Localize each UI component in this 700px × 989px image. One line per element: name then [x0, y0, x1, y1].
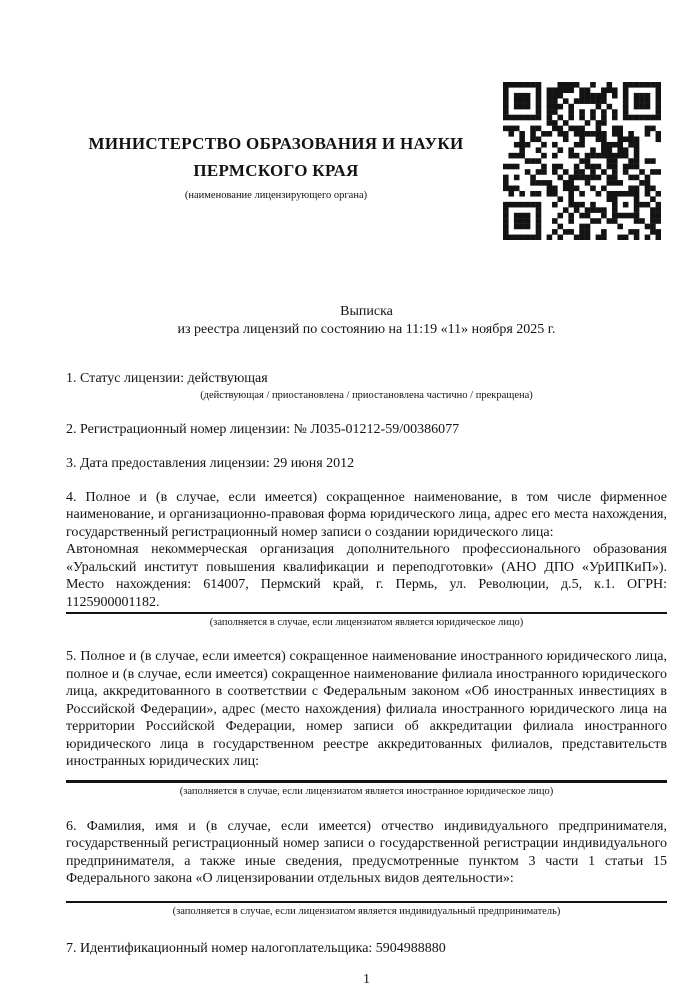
individual-entrepreneur-blank-field — [66, 888, 667, 903]
license-status-text: 1. Статус лицензии: действующая — [66, 371, 268, 386]
legal-entity-value: Автономная некоммерческая организация дополнительного профессионального образования «Уральский институт повышения квалификации и переподготовки» (АНО ДПО «УрИПКиП»). Место нахождения: 614007, Пермский край, г. Пермь, ул. Революции, д.5, к.1. ОГРН: 1125900001182. — [66, 541, 667, 614]
page-number: 1 — [363, 972, 370, 987]
authority-caption: (наименование лицензирующего органа) — [184, 190, 368, 201]
authority-name-line2: ПЕРМСКОГО КРАЯ — [193, 161, 359, 180]
item-individual-entrepreneur — [66, 818, 667, 918]
taxpayer-number-text: 7. Идентификационный номер налогоплательщика: 5904988880 — [66, 940, 446, 956]
registration-number-text: 2. Регистрационный номер лицензии: № Л035-01212-59/00386077 — [66, 421, 460, 437]
license-date-text: 3. Дата предоставления лицензии: 29 июня 2012 — [66, 456, 355, 471]
document-body — [66, 370, 667, 989]
title-line2: из реестра лицензий по состоянию на 11:19 «11» ноября 2025 г. — [177, 322, 556, 337]
authority-name-line1: МИНИСТЕРСТВО ОБРАЗОВАНИЯ И НАУКИ — [88, 134, 464, 153]
legal-entity-note: (заполняется в случае, если лицензиатом является юридическое лицо) — [209, 617, 524, 628]
individual-entrepreneur-note: (заполняется в случае, если лицензиатом является индивидуальный предприниматель) — [172, 905, 561, 917]
document-title — [66, 303, 667, 339]
item-registration-number — [66, 421, 667, 439]
item-taxpayer-number — [66, 940, 667, 958]
individual-entrepreneur-question: 6. Фамилия, имя и (в случае, если имеется) отчество индивидуального предпринимателя, государственный регистрационный номер записи о государственной регистрации индивидуального предпринимателя, а также иные сведения, предусмотренные пунктом 3 части 1 статьи 15 Федерального закона «О лицензировании отдельных видов деятельности»: — [66, 818, 667, 886]
licensing-authority-block — [66, 130, 486, 202]
foreign-entity-question: 5. Полное и (в случае, если имеется) сокращенное наименование иностранного юридического лица, полное и (в случае, если имеется) сокращенное наименование филиала иностранного юридического лица, аккредитованного в соответствии с Федеральным законом «Об иностранных инвестициях в Российской Федерации», адрес (место нахождения) филиала иностранного юридического лица на территории Российской Федерации, номер записи об аккредитации филиала иностранного юридического лица в государственном реестре аккредитованных филиалов, представительств иностранных юридических лиц: — [66, 649, 667, 769]
qr-code-icon — [503, 82, 661, 240]
item-license-status — [66, 370, 667, 402]
legal-entity-question: 4. Полное и (в случае, если имеется) сокращенное наименование, в том числе фирменное наименование, и организационно-правовая форма юридического лица, адрес его места нахождения, государственный регистрационный номер записи о создании юридического лица: — [66, 489, 667, 540]
foreign-entity-blank-field — [66, 771, 667, 783]
title-line1: Выписка — [340, 304, 393, 319]
item-legal-entity — [66, 489, 667, 630]
item-foreign-entity — [66, 648, 667, 798]
item-license-date — [66, 455, 667, 473]
license-status-note: (действующая / приостановлена / приостановлена частично / прекращена) — [200, 389, 533, 401]
foreign-entity-note: (заполняется в случае, если лицензиатом является иностранное юридическое лицо) — [179, 785, 554, 797]
